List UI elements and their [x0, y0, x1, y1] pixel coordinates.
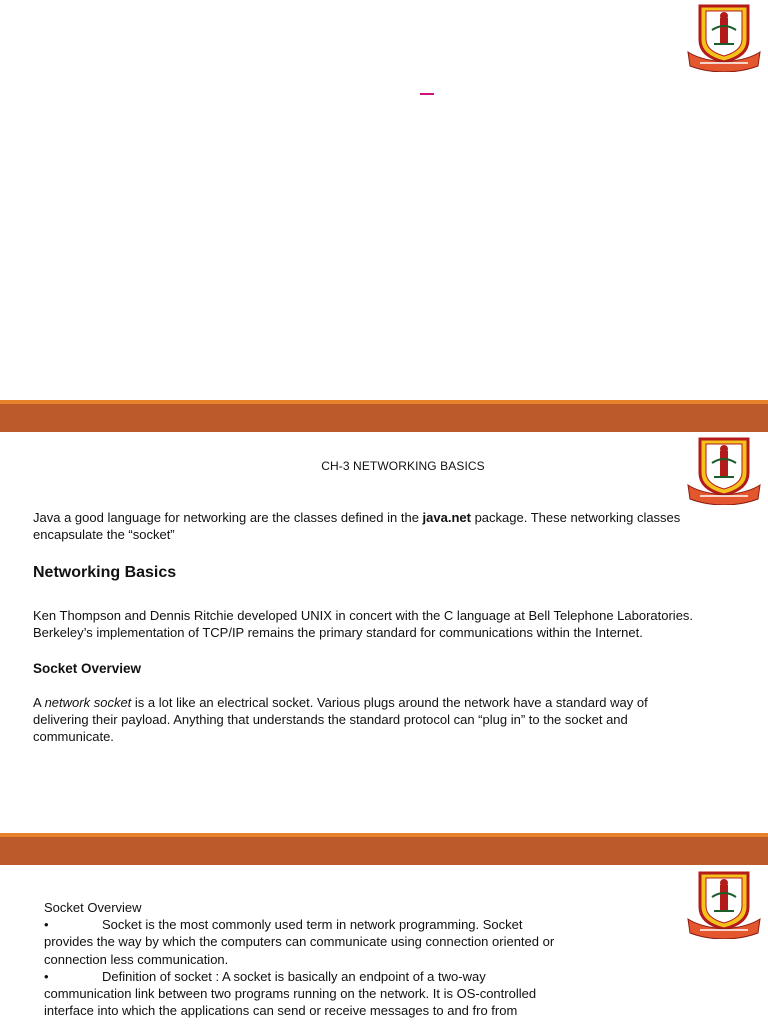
slide-page-3: [0, 865, 768, 1024]
networking-basics-heading: Networking Basics: [33, 564, 177, 581]
list-heading: Socket Overview: [44, 900, 142, 915]
list-item-text: connection less communication.: [44, 951, 229, 967]
history-paragraph: Ken Thompson and Dennis Ritchie developed UNIX in concert with the C language at Bell Telephone Laboratories. Berkeley’s implementation of TCP/IP remains the primary standard for communications within the Internet.: [33, 608, 694, 640]
list-item-text: provides the way by which the computers can communicate using connection oriented or: [44, 934, 555, 950]
socket-overview-heading: Socket Overview: [33, 661, 142, 676]
slide-page-1: [0, 0, 768, 400]
cursor-dash-mark: [420, 93, 434, 95]
list-item: • Definition of socket : A socket is basically an endpoint of a two-way: [44, 968, 486, 984]
page-title: CH-3 NETWORKING BASICS: [321, 459, 485, 473]
list-item: • Socket is the most commonly used term in network programming. Socket: [44, 917, 523, 933]
college-crest-logo: [686, 867, 762, 939]
network-socket-term: network socket: [44, 695, 132, 710]
socket-overview-list: [44, 899, 584, 1019]
list-item-text: interface into which the applications can send or receive messages to and fro from: [44, 1003, 518, 1019]
socket-paragraph: A network socket is a lot like an electrical socket. Various plugs around the network have a standard way of delivering their payload. Anything that understands the standard protocol can “plug in” to the socket and communicate.: [33, 695, 648, 744]
college-crest-logo: [686, 0, 762, 72]
slide-divider-band: [0, 400, 768, 432]
java-net-package: java.net: [422, 510, 471, 525]
slide-divider-band: [0, 833, 768, 865]
list-item-text: communication link between two programs running on the network. It is OS-controlled: [44, 986, 537, 1002]
intro-paragraph: Java a good language for networking are the classes defined in the java.net package. These networking classes encapsulate the “socket”: [33, 510, 681, 542]
slide-page-2: [0, 432, 768, 832]
